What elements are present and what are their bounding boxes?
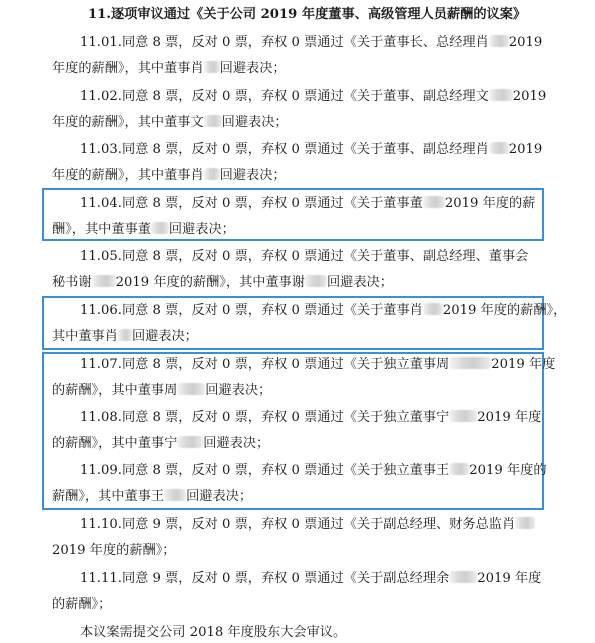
redacted-name [449, 357, 491, 369]
item-1107-line1: 11.07.同意 8 票，反对 0 票，弃权 0 票通过《关于独立董事周 2019 年度 [80, 357, 556, 372]
item-1105-line2: 秘书谢 2019 年度的薪酬》，其中董事谢 回避表决； [52, 275, 393, 290]
item-1111-line1: 11.11.同意 9 票，反对 0 票，弃权 0 票通过《关于副总经理余 2019 年度 [80, 571, 542, 586]
item-1108-line1: 11.08.同意 8 票，反对 0 票，弃权 0 票通过《关于独立董事宁 2019 年度 [80, 410, 542, 425]
item-1106-line1: 11.06.同意 8 票，反对 0 票，弃权 0 票通过《关于董事肖 2019 年度的薪酬》， [80, 303, 567, 318]
item-1104-line1: 11.04.同意 8 票，反对 0 票，弃权 0 票通过《关于董事董 2019 年度的薪 [80, 196, 536, 211]
item-1103-line2: 年度的薪酬》，其中董事肖 回避表决； [52, 168, 286, 183]
item-1106-line2: 其中董事肖 回避表决； [52, 329, 198, 344]
redacted-name [423, 303, 443, 315]
redacted-name [449, 571, 477, 583]
item-1102-line2: 年度的薪酬》，其中董事文 回避表决； [52, 115, 288, 130]
redacted-name [177, 383, 205, 395]
redacted-name [489, 35, 509, 47]
item-1109-line2: 薪酬》，其中董事王 回避表决； [52, 489, 253, 504]
highlight-box-1107-1109 [42, 352, 544, 510]
redacted-name [489, 89, 513, 101]
redacted-name [305, 275, 327, 287]
redacted-name [92, 275, 116, 287]
redacted-name [489, 142, 509, 154]
item-1101-line1: 11.01.同意 8 票，反对 0 票，弃权 0 票通过《关于董事长、总经理肖 2019 [80, 35, 543, 50]
item-1111-line2: 的薪酬》； [52, 597, 112, 612]
redacted-name [204, 168, 220, 180]
item-1107-line2: 的薪酬》，其中董事周 回避表决； [52, 383, 272, 398]
redacted-name [151, 222, 169, 234]
redacted-name [204, 115, 222, 127]
item-1104-line2: 酬》，其中董事董 回避表决； [52, 222, 235, 237]
item-1101-line2: 年度的薪酬》，其中董事肖 回避表决； [52, 61, 286, 76]
redacted-name [449, 463, 469, 475]
redacted-name [118, 329, 132, 341]
motion-title: 11.逐项审议通过《关于公司 2019 年度董事、高级管理人员薪酬的议案》 [88, 7, 527, 22]
redacted-name [515, 517, 535, 529]
redacted-name [204, 61, 220, 73]
item-1109-line1: 11.09.同意 8 票，反对 0 票，弃权 0 票通过《关于独立董事王 2019 年度的 [80, 463, 547, 478]
footer-note: 本议案需提交公司 2018 年度股东大会审议。 [80, 625, 347, 640]
item-1103-line1: 11.03.同意 8 票，反对 0 票，弃权 0 票通过《关于董事、副总经理肖 2019 [80, 142, 543, 157]
item-1108-line2: 的薪酬》，其中董事宁 回避表决； [52, 436, 270, 451]
redacted-name [164, 489, 186, 501]
redacted-name [449, 410, 477, 422]
redacted-name [177, 436, 203, 448]
item-1110-line1: 11.10.同意 9 票，反对 0 票，弃权 0 票通过《关于副总经理、财务总监肖 [80, 516, 535, 534]
item-1102-line1: 11.02.同意 8 票，反对 0 票，弃权 0 票通过《关于董事、副总经理文 2019 [80, 89, 547, 104]
redacted-name [423, 196, 445, 208]
item-1105-line1: 11.05.同意 8 票，反对 0 票，弃权 0 票通过《关于董事、副总经理、董事会 [80, 249, 529, 264]
item-1110-line2: 2019 年度的薪酬》； [52, 543, 176, 558]
